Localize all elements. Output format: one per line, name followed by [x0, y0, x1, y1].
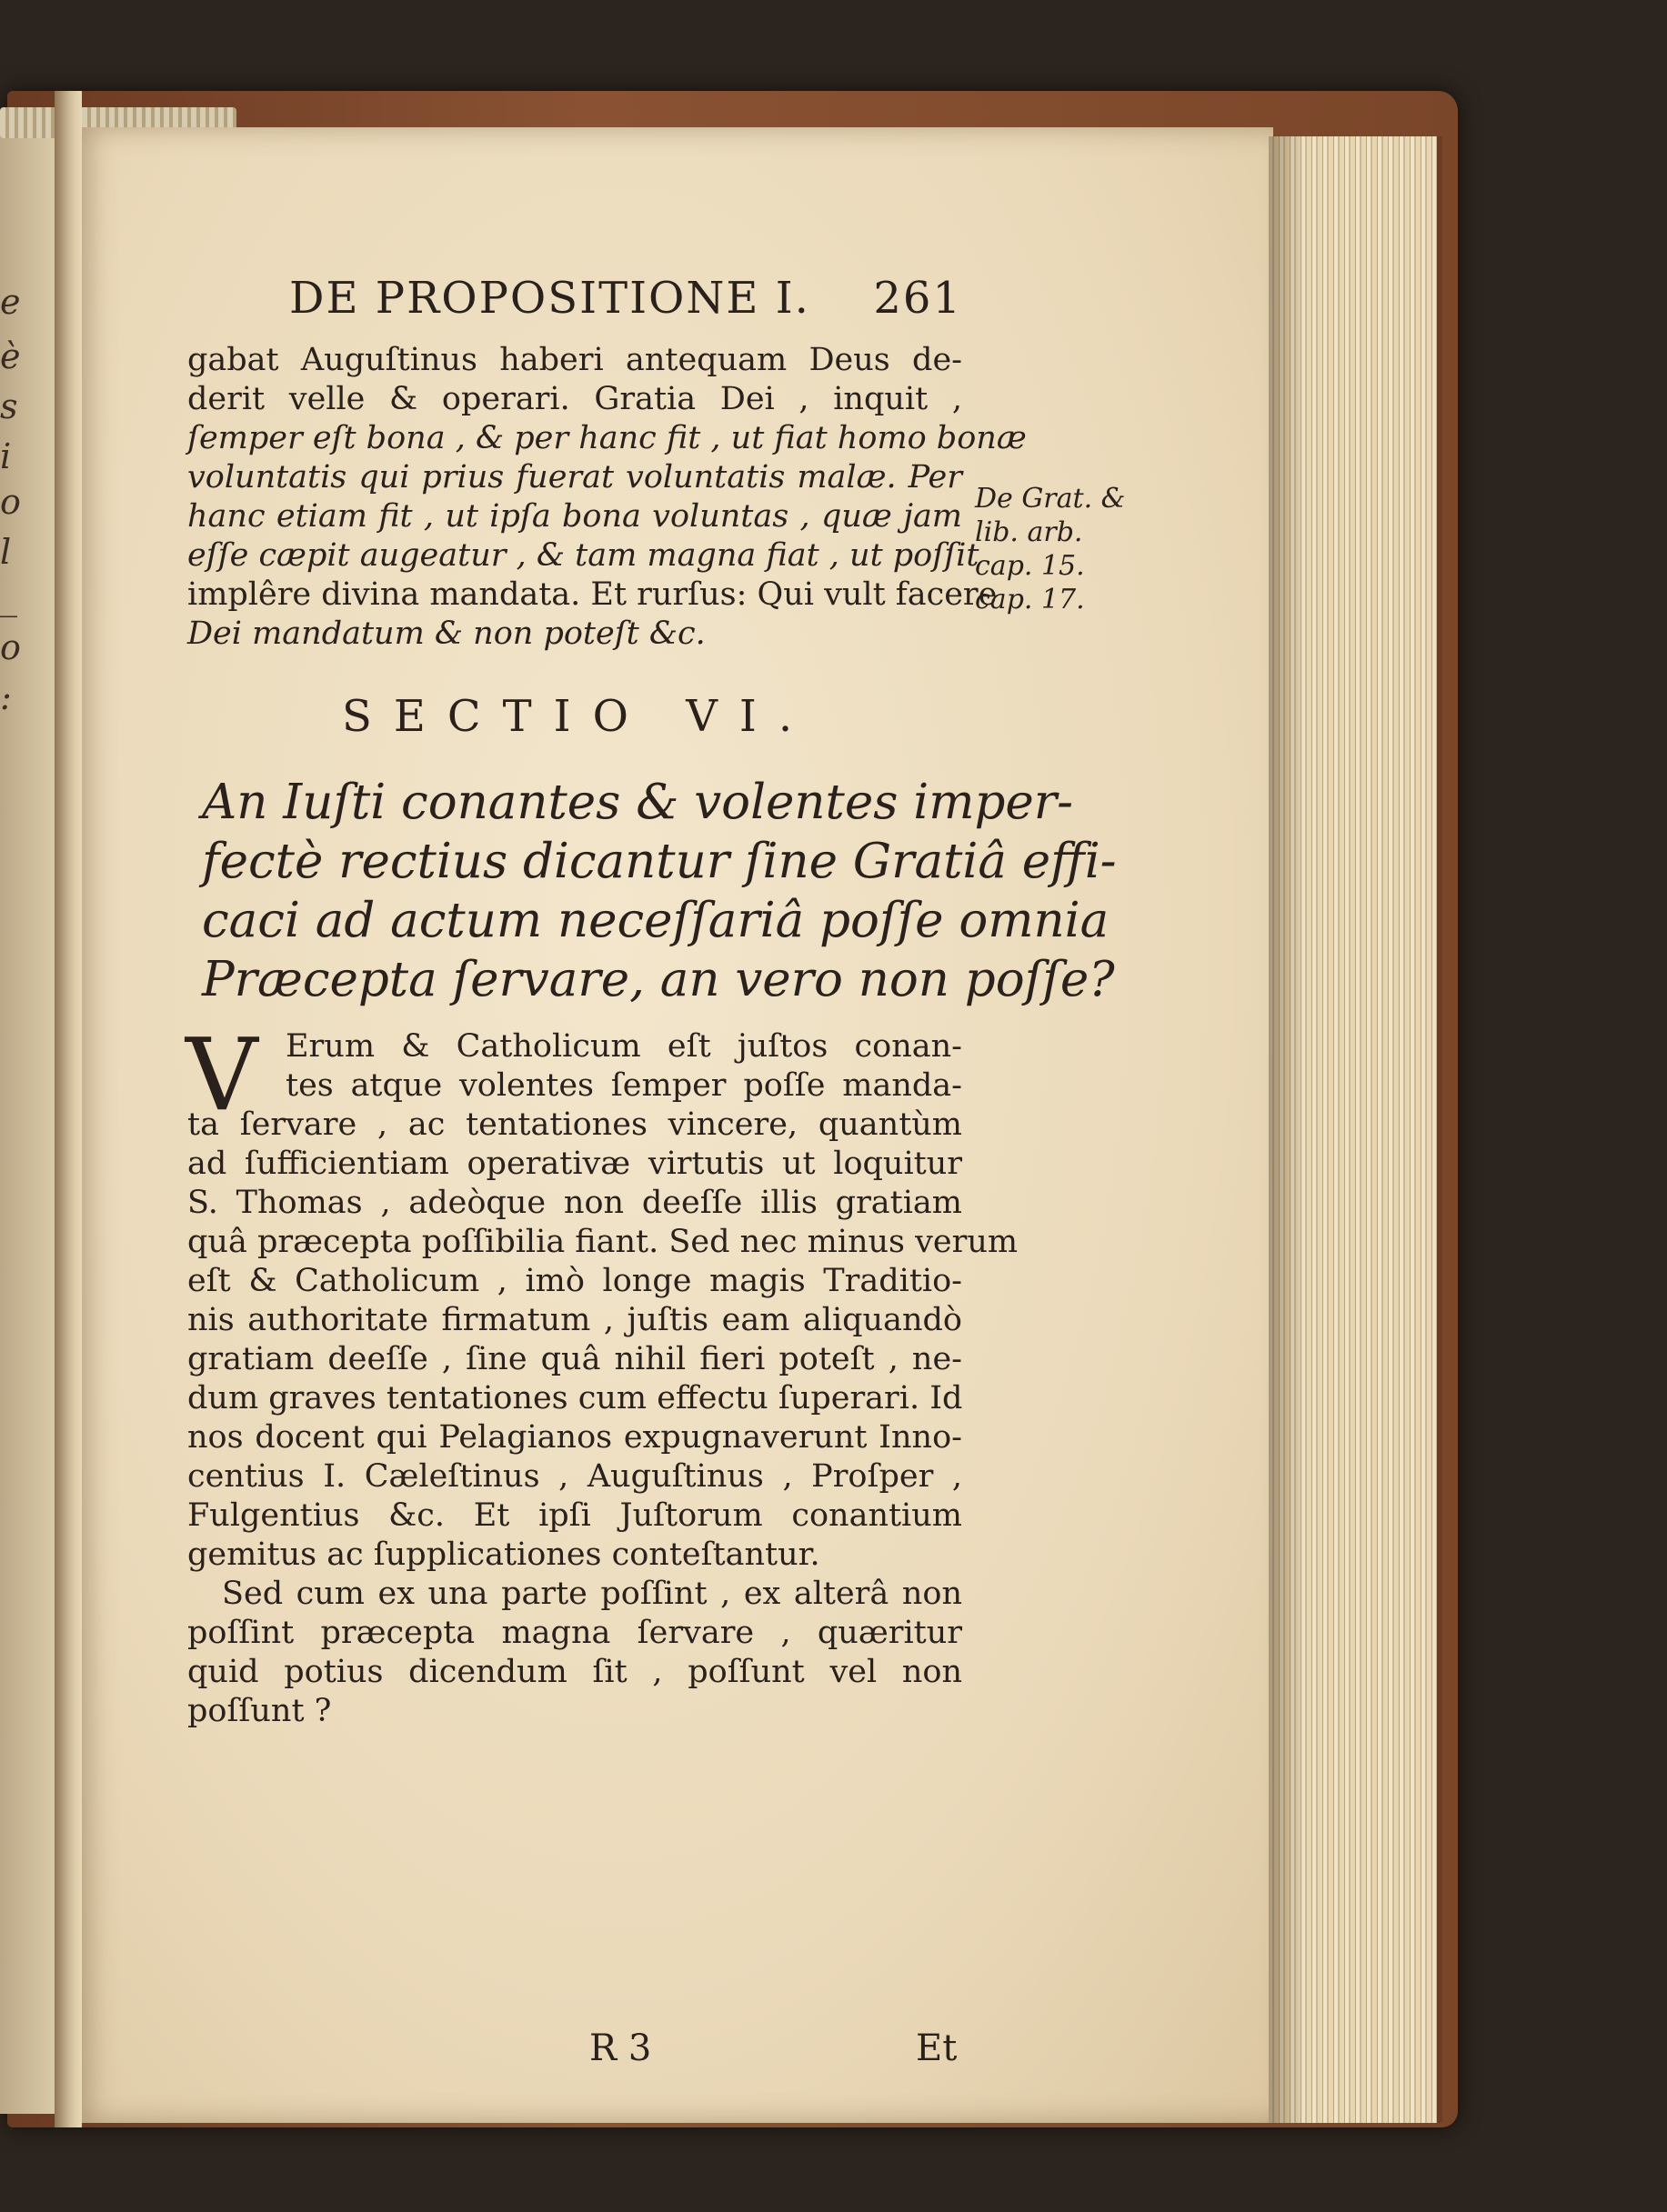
text-line: poſſint præcepta magna ſervare , quæritur [187, 1615, 962, 1651]
catchword: Et [916, 2027, 958, 2069]
text-line: hanc etiam fit , ut ipſa bona voluntas , quæ jam [187, 498, 962, 535]
gutter-shadow [55, 91, 82, 2127]
text-line: Dei mandatum & non poteſt &c. [187, 616, 706, 652]
text-line: nos docent qui Pelagianos expugnaverunt Inno- [187, 1419, 962, 1456]
marginal-note-line: cap. 17. [975, 584, 1085, 616]
section-heading [202, 773, 1117, 1009]
edge-letter: o [0, 482, 21, 522]
section-title: SECTIO VI. [342, 691, 815, 742]
text-line: Fulgentius &c. Et ipſi Juſtorum conantium [187, 1497, 962, 1534]
text-line: eſt & Catholicum , imò longe magis Traditio- [187, 1263, 962, 1299]
text-line: gratiam deeſſe , ſine quâ nihil fieri poteſt , ne- [187, 1341, 962, 1377]
text-line: poſſunt ? [187, 1693, 332, 1729]
edge-letter: i [0, 436, 12, 476]
running-head-title: DE PROPOSITIONE I. [289, 273, 810, 324]
signature-mark: R 3 [589, 2027, 652, 2069]
heading-line: fectè rectius dicantur ſine Gratiâ effi- [202, 834, 1117, 889]
running-head [289, 273, 962, 336]
edge-letter: : [0, 677, 12, 717]
text-line: Sed cum ex una parte poſſint , ex alterâ non [222, 1576, 962, 1612]
text-line: tes atque volentes ſemper poſſe manda- [286, 1067, 962, 1104]
text-line: centius I. Cæleſtinus , Auguſtinus , Proſper , [187, 1458, 962, 1495]
edge-letter: e [0, 282, 21, 322]
text-line: voluntatis qui prius fuerat voluntatis malæ. Per [187, 459, 962, 495]
heading-line: Præcepta ſervare, an vero non poſſe? [202, 952, 1115, 1007]
text-line: ta ſervare , ac tentationes vincere, quantùm [187, 1106, 962, 1143]
text-line: eſſe cæpit augeatur , & tam magna fiat , ut poſſit [187, 537, 979, 574]
edge-letter: s [0, 386, 18, 426]
text-line: Erum & Catholicum eſt juſtos conan- [286, 1028, 962, 1065]
paragraph-3 [187, 1575, 962, 1731]
text-line: nis authoritate firmatum , juſtis eam aliquandò [187, 1302, 962, 1338]
text-line: S. Thomas , adeòque non deeſſe illis gratiam [187, 1185, 962, 1221]
text-line: quâ præcepta poſſibilia fiant. Sed nec minus verum [187, 1224, 1019, 1260]
marginal-note [975, 482, 1130, 616]
text-line: gemitus ac ſupplicationes conteſtantur. [187, 1536, 820, 1573]
text-line: implêre divina mandata. Et rurſus: Qui vult facere [187, 576, 998, 613]
fore-edge-shadow [1269, 136, 1305, 2123]
text-line: derit velle & operari. Gratia Dei , inquit , [187, 381, 962, 417]
text-line: ſemper eſt bona , & per hanc fit , ut fiat homo bonæ [187, 420, 1027, 456]
heading-line: An Iuſti conantes & volentes imper- [202, 775, 1073, 830]
heading-line: caci ad actum neceſſariâ poſſe omnia [202, 893, 1110, 948]
text-line: gabat Auguſtinus haberi antequam Deus de- [187, 342, 962, 378]
paragraph-2 [186, 1016, 1019, 1575]
edge-letter: è [0, 336, 21, 376]
page-number: 261 [873, 273, 962, 324]
text-line: ad ſufficientiam operativæ virtutis ut loquitur [187, 1146, 962, 1182]
text-line: quid potius dicendum ſit , poſſunt vel non [187, 1654, 962, 1690]
text-line: dum graves tentationes cum effectu ſuperari. Id [187, 1380, 963, 1416]
edge-letter: _ [0, 577, 17, 617]
drop-cap: V [186, 1016, 258, 1133]
paragraph-1 [187, 341, 1027, 654]
marginal-note-line: cap. 15. [975, 550, 1085, 582]
edge-letter: o [0, 627, 21, 667]
edge-letter: l [0, 532, 12, 572]
marginal-note-line: lib. arb. [975, 516, 1083, 548]
marginal-note-line: De Grat. & [975, 483, 1126, 515]
